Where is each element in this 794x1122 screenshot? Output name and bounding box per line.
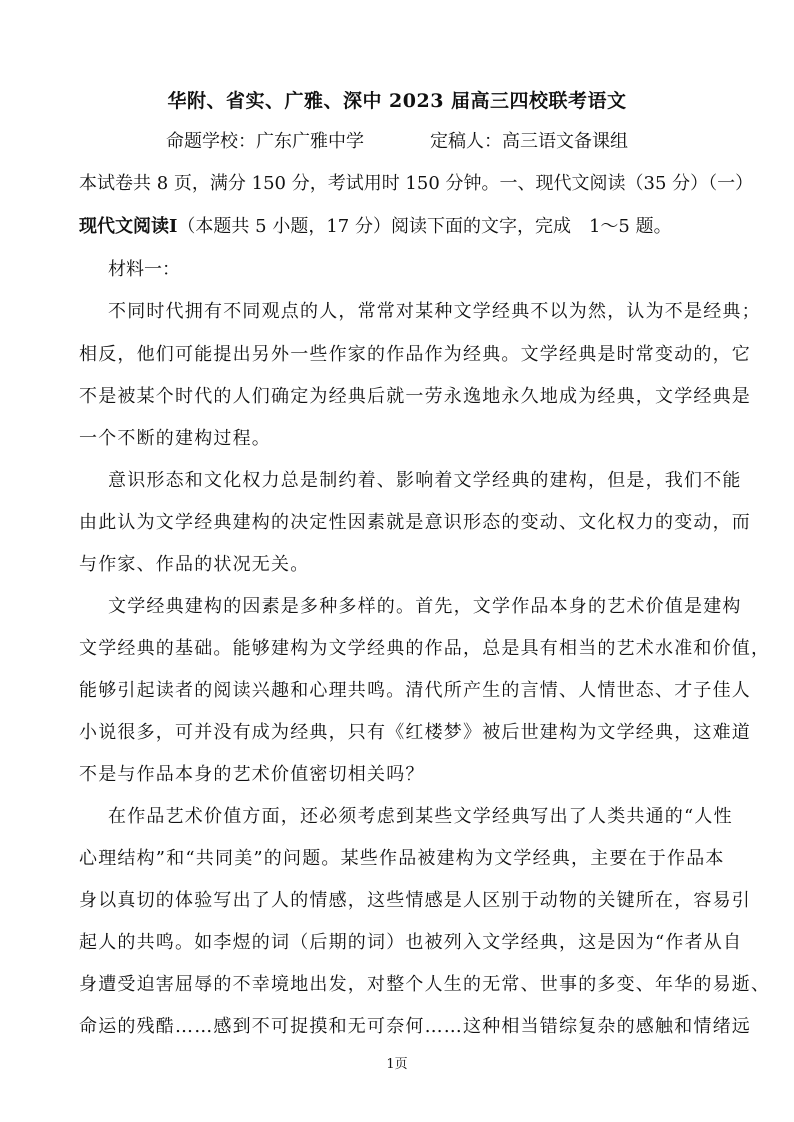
section-heading-rest: （本题共 5 小题，17 分）阅读下面的文字，完成 1～5 题。 [177, 216, 672, 237]
exam-title: 华附、省实、广雅、深中 2023 届高三四校联考语文 [167, 90, 627, 112]
question-school: 命题学校：广东广雅中学 [166, 131, 364, 152]
paragraph-line: 小说很多，可并没有成为经典，只有《红楼梦》被后世建构为文学经典，这难道 [79, 722, 751, 743]
paragraph-line: 心理结构”和“共同美”的问题。某些作品被建构为文学经典，主要在于作品本 [79, 848, 725, 869]
paragraph-line: 起人的共鸣。如李煜的词（后期的词）也被列入文学经典，这是因为“作者从自 [79, 932, 743, 953]
exam-subtitle [0, 127, 794, 153]
material-label: 材料一： [108, 259, 180, 280]
exam-instructions: 本试卷共 8 页，满分 150 分，考试用时 150 分钟。一、现代文阅读（35 分）（一） [79, 173, 754, 194]
paragraph-line: 能够引起读者的阅读兴趣和心理共鸣。清代所产生的言情、人情世态、才子佳人 [79, 680, 751, 701]
paragraph-line: 在作品艺术价值方面，还必须考虑到某些文学经典写出了人类共通的“人性 [108, 806, 733, 827]
paragraph-line: 与作家、作品的状况无关。 [79, 554, 310, 575]
page-number: 1页 [386, 1057, 408, 1072]
paragraph-line: 不同时代拥有不同观点的人，常常对某种文学经典不以为然，认为不是经典； [108, 301, 761, 322]
paragraph-line: 不是与作品本身的艺术价值密切相关吗？ [79, 764, 425, 785]
section-heading [79, 212, 729, 238]
paragraph-line: 命运的残酷……感到不可捉摸和无可奈何……这种相当错综复杂的感触和情绪远 [79, 1016, 751, 1037]
paragraph-line: 身遭受迫害屈辱的不幸境地出发，对整个人生的无常、世事的多变、年华的易逝、 [79, 974, 771, 995]
paragraph-line: 一个不断的建构过程。 [79, 428, 271, 449]
finalizer: 定稿人：高三语文备课组 [430, 131, 628, 152]
paragraph-line: 文学经典的基础。能够建构为文学经典的作品，总是具有相当的艺术水准和价值， [79, 638, 771, 659]
paragraph-line: 身以真切的体验写出了人的情感，这些情感是人区别于动物的关键所在，容易引 [79, 890, 751, 911]
paragraph-line: 由此认为文学经典建构的决定性因素就是意识形态的变动、文化权力的变动，而 [79, 512, 751, 533]
section-heading-bold: 现代文阅读Ⅰ [79, 216, 178, 237]
paragraph-line: 文学经典建构的因素是多种多样的。首先，文学作品本身的艺术价值是建构 [108, 596, 742, 617]
paragraph-line: 意识形态和文化权力总是制约着、影响着文学经典的建构，但是，我们不能 [108, 470, 742, 491]
paragraph-line: 相反，他们可能提出另外一些作家的作品作为经典。文学经典是时常变动的，它 [79, 344, 751, 365]
paragraph-line: 不是被某个时代的人们确定为经典后就一劳永逸地永久地成为经典，文学经典是 [79, 386, 751, 407]
